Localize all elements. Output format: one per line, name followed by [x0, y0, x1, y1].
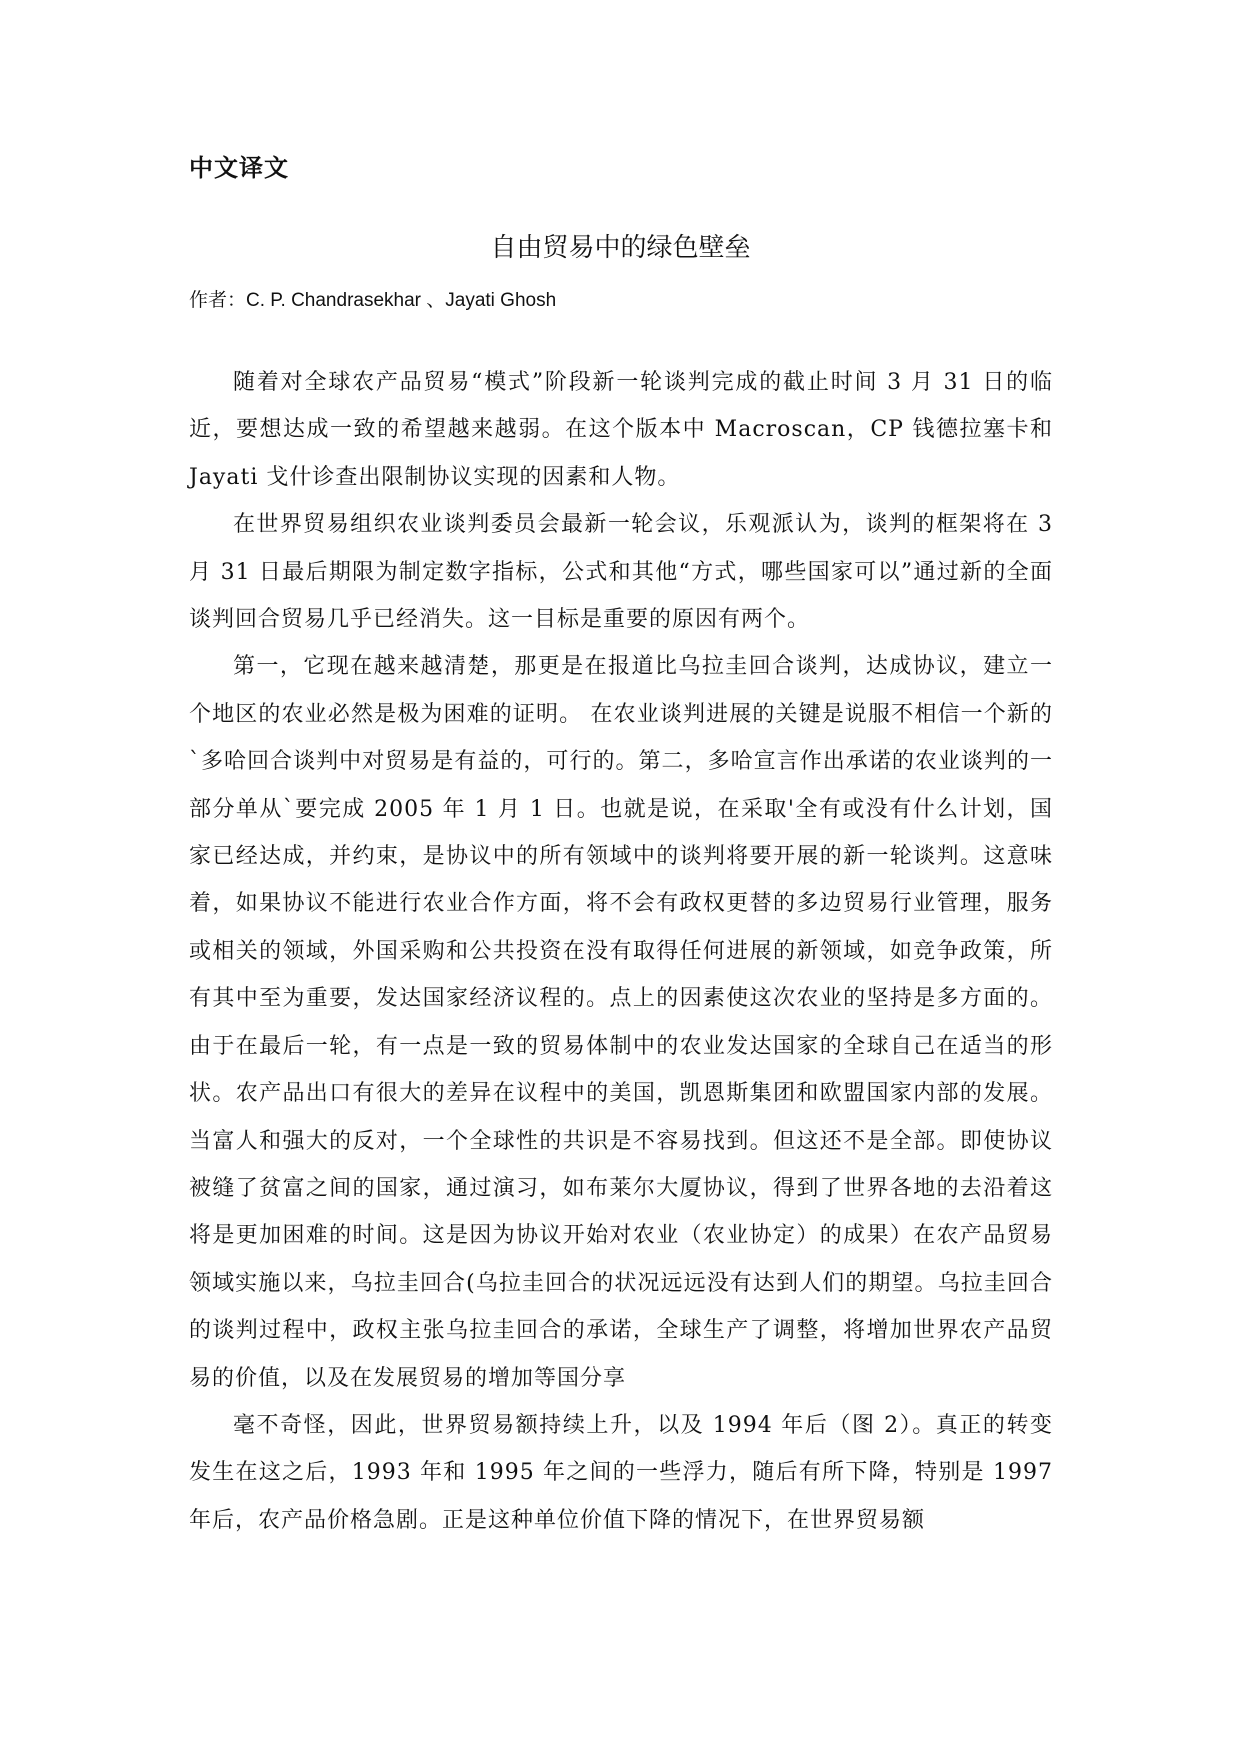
paragraph-two-reasons: 第一，它现在越来越清楚，那更是在报道比乌拉圭回合谈判，达成协议，建立一个地区的农业必然是极为困难的证明。 在农业谈判进展的关键是说服不相信一个新的`多哈回合谈判中对贸易是有益的，可行的。第二，多哈宣言作出承诺的农业谈判的一部分单从`要完成 2005 年 1 月 1 日。也就是说，在采取'全有或没有什么计划，国家已经达成，并约束，是协议中的所有领域中的谈判将要开展的新一轮谈判。这意味着，如果协议不能进行农业合作方面，将不会有政权更替的多边贸易行业管理，服务或相关的领域，外国采购和公共投资在没有取得任何进展的新领域，如竞争政策，所有其中至为重要，发达国家经济议程的。点上的因素使这次农业的坚持是多方面的。由于在最后一轮，有一点是一致的贸易体制中的农业发达国家的全球自己在适当的形状。农产品出口有很大的差异在议程中的美国，凯恩斯集团和欧盟国家内部的发展。当富人和强大的反对，一个全球性的共识是不容易找到。但这还不是全部。即使协议被缝了贫富之间的国家，通过演习，如布莱尔大厦协议，得到了世界各地的去沿着这将是更加困难的时间。这是因为协议开始对农业（农业协定）的成果）在农产品贸易领域实施以来，乌拉圭回合(乌拉圭回合的状况远远没有达到人们的期望。乌拉圭回合的谈判过程中，政权主张乌拉圭回合的承诺，全球生产了调整，将增加世界农产品贸易的价值，以及在发展贸易的增加等国分享: [189, 654, 1053, 1391]
byline: [189, 285, 556, 312]
document-title: 自由贸易中的绿色壁垒: [490, 233, 751, 263]
body-text: [189, 359, 1053, 1544]
paragraph-committee-meeting: 在世界贸易组织农业谈判委员会最新一轮会议，乐观派认为，谈判的框架将在 3 月 31 日最后期限为制定数字指标，公式和其他“方式，哪些国家可以”通过新的全面谈判回合贸易几乎已经消失。这一目标是重要的原因有两个。: [189, 512, 1053, 633]
byline-authors: C. P. Chandrasekhar 、Jayati Ghosh: [246, 290, 557, 311]
paragraph-intro: 随着对全球农产品贸易“模式”阶段新一轮谈判完成的截止时间 3 月 31 日的临近，要想达成一致的希望越来越弱。在这个版本中 Macroscan，CP 钱德拉塞卡和 Jayati 戈什诊查出限制协议实现的因素和人物。: [189, 370, 1053, 490]
byline-prefix: 作者：: [189, 289, 247, 311]
paragraph-trade-volume: 毫不奇怪，因此，世界贸易额持续上升，以及 1994 年后（图 2）。真正的转变发生在这之后，1993 年和 1995 年之间的一些浮力，随后有所下降，特别是 1997 年后，农产品价格急剧。正是这种单位价值下降的情况下，在世界贸易额: [189, 1412, 1053, 1533]
section-heading: 中文译文: [189, 153, 289, 182]
